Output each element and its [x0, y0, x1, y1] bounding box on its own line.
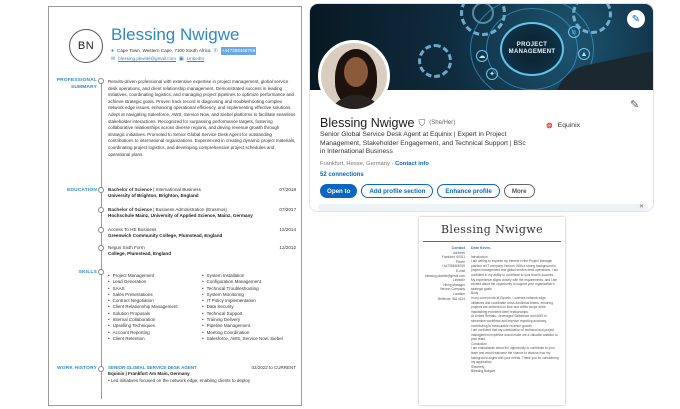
contact-line: E-mail: [455, 268, 465, 273]
skill-item: • Lead Generation: [108, 279, 202, 285]
edit-banner-icon[interactable]: ✎: [627, 10, 645, 28]
add-profile-section-button[interactable]: Add profile section: [361, 184, 433, 198]
skill-item: • Training Delivery: [202, 317, 296, 323]
edit-intro-pencil-icon[interactable]: ✎: [630, 99, 640, 111]
letter-paragraph: Blessing Nwigwe: [471, 369, 496, 374]
section-label-skills: SKILLS: [78, 270, 97, 275]
bulb-icon: ✦: [486, 68, 498, 80]
letter-paragraph: In my current role at Equinix, I oversee network edge initiatives and coordinate cross-functional teams, ensuring projects are delivered on time and within scope while maintaining excellent client relationships.: [471, 295, 553, 314]
enhance-profile-button[interactable]: Enhance profile: [437, 184, 499, 198]
salutation: Dear Kevin,: [471, 246, 491, 250]
skill-item: • System Installation: [202, 273, 296, 279]
profile-name-row: [320, 116, 455, 130]
pronouns: (She/Her): [429, 120, 456, 126]
skill-item: • Configuration Management: [202, 279, 296, 285]
skill-item: • Meeting Coordination: [202, 330, 296, 336]
contact-line: LinkedIn: [452, 278, 465, 283]
skill-item: • Account Reporting: [108, 330, 202, 336]
work-entry: SENIOR GLOBAL SERVICE DESK AGENT 02/2022 to CURRENT Equinix | Frankfurt Am Main, Germany • Led initiatives focused on the network edge, enabling clients to deploy: [108, 365, 296, 383]
skill-item: • Technical Support: [202, 311, 296, 317]
resume-linkedin-link[interactable]: LinkedIn: [186, 56, 205, 61]
linkedin-icon: ▣: [178, 56, 184, 62]
resume-document: [48, 6, 302, 406]
skill-item: • System Monitoring: [202, 292, 296, 298]
chart-icon: ▲: [578, 48, 590, 60]
skill-item: • Sales Presentations: [108, 292, 202, 298]
skill-item: • Project Management: [108, 273, 202, 279]
profile-headline: Senior Global Service Desk Agent at Equinix | Expert in Project Management, Stakeholder Engagement, and Technical Support | BSc in International Business: [320, 131, 526, 156]
resume-name: Blessing Nwigwe: [111, 25, 240, 44]
education-entry: Bachelor of Science | Business Administration (Erasmus) 07/2017 Hochschule Mainz, University of Applied Science, Mainz, Germany: [108, 207, 296, 219]
skill-item: • Upselling Techniques: [108, 323, 202, 329]
resume-contact: [111, 47, 256, 63]
project-management-badge: PROJECT MANAGEMENT: [500, 22, 564, 76]
profile-name: Blessing Nwigwe: [320, 116, 415, 130]
education-entry: Negus Sixth Form 12/2012 College, Plumstead, England: [108, 245, 296, 257]
resume-email-link[interactable]: blessing.pkwitel@gmail.com: [118, 56, 176, 61]
timeline-dot: [98, 78, 104, 84]
skill-item: • Internal Collaboration: [108, 317, 202, 323]
connections-link[interactable]: 52 connections: [320, 172, 364, 178]
timeline-dot: [98, 366, 104, 372]
skill-item: • Salesforce, AWS, Service Now, Siebel: [202, 336, 296, 342]
skill-item: • IT Policy Implementation: [202, 298, 296, 304]
education-entry: Access To HE Business 12/2014 Greenwich Community College, Plumstead, England: [108, 227, 296, 239]
current-company[interactable]: [546, 121, 580, 130]
skill-item: • Solution Proposals: [108, 311, 202, 317]
skill-item: • Data Security: [202, 304, 296, 310]
close-icon[interactable]: ✕: [638, 204, 644, 210]
profile-location: Frankfurt, Hesse, Germany: [320, 161, 390, 167]
education-entry: Bachelor of Science | International Business 07/2018 University of Brighton, Brighton, England: [108, 187, 296, 199]
section-label-work: WORK HISTORY: [57, 366, 97, 371]
cover-letter-document: [419, 217, 565, 405]
more-button[interactable]: More: [504, 184, 535, 198]
timeline-dot: [98, 245, 104, 251]
contact-line: Frankfurt, 60311: [441, 255, 465, 260]
phone-icon: ✆: [213, 48, 218, 54]
contact-line: Bellevue, WA 4124: [438, 296, 465, 301]
divider: [423, 241, 561, 242]
contact-line: Location: [452, 291, 465, 296]
summary-text: Results-driven professional with extensive expertise in project management, global service desk operations, and client relationship management. Demonstrated success in leading initiatives, coordinating logistics, and managing project pipelines to optimize performance and achieve strategic goals. Proven track record in diagnosing and troubleshooting complex network edge issues, enhancing operational efficiency, and implementing effective solutions. Adept at navigating Salesforce, AWS, Service Now, and Siebel platforms to facilitate seamless stakeholder interactions. Recognized for surpassing performance targets, fostering collaborative relationships across diverse regions, and driving revenue growth through strategic initiatives. Promoted to Senior Global Service Desk Agent for outstanding contributions to international organizations. Experienced in creating dynamic project materials, coordinating project logistics, and developing comprehensive project schedules and operational plans.: [108, 79, 296, 157]
skill-item: • Client Retention: [108, 336, 202, 342]
skill-item: • Technical Troubleshooting: [202, 286, 296, 292]
gear-icon: [418, 44, 452, 78]
company-name: Equinix: [557, 122, 580, 129]
contact-line: Address: [453, 250, 465, 255]
location-pin-icon: ●: [111, 48, 115, 54]
open-to-work-banner: [318, 204, 648, 211]
skill-item: • Pipeline Management: [202, 323, 296, 329]
resume-monogram: BN: [69, 29, 103, 63]
contact-info-link[interactable]: Contact info: [395, 161, 429, 167]
letter-paragraph: I am confident that my combination of technical and project management expertise would make me a valuable addition to your team.: [471, 328, 558, 342]
skill-item: • Client Relationship Management: [108, 304, 202, 310]
equinix-logo-icon: ⊜: [546, 121, 553, 130]
people-icon: ☺: [568, 26, 580, 38]
verified-shield-icon[interactable]: ⛉: [418, 117, 426, 128]
contact-heading: Contact: [451, 246, 465, 250]
resume-location: Cape Town, Western Cape, 7100 South Africa: [117, 48, 211, 53]
skills-column-right: [202, 273, 296, 342]
contact-line: Verizon Company: [439, 287, 465, 292]
skills-list: [108, 273, 296, 342]
section-label-education: EDUCATION: [67, 188, 97, 193]
cover-letter-name: Blessing Nwigwe: [440, 223, 544, 236]
letter-paragraph: I am writing to express my interest in the Project Manager position at IT company Verizon. With a strong background in project management and global service desk operations, I am confident in my ability to contribute to your team's success. My experience aligns closely with the requirements, and I am excited about the opportunity to support your organization's strategic goals.: [471, 259, 558, 291]
cover-letter-contact: [425, 246, 465, 301]
contact-line: Phone: [455, 259, 465, 264]
skill-item: • SAAS: [108, 286, 202, 292]
contact-line: blessing.pkwitel@gmail.com: [425, 273, 466, 278]
letter-paragraph: Introduction: [471, 254, 488, 259]
timeline-dot: [98, 187, 104, 193]
open-to-button[interactable]: Open to: [320, 184, 357, 198]
letter-paragraph: Sincerely,: [471, 364, 485, 369]
timeline-dot: [98, 207, 104, 213]
timeline-dot: [98, 227, 104, 233]
profile-photo[interactable]: [318, 40, 390, 112]
timeline-dot: [98, 269, 104, 275]
letter-paragraph: I am enthusiastic about the opportunity to contribute to your team and would welcome the chance to discuss how my background aligns with your needs. Thank you for considering my application.: [471, 346, 559, 365]
email-icon: ✉: [111, 56, 116, 62]
profile-location-row: Frankfurt, Hesse, Germany · Contact info: [320, 161, 429, 167]
contact-line: Hiring Manager: [443, 282, 465, 287]
linkedin-profile-card: [310, 4, 653, 211]
resume-phone: +447358468769: [221, 48, 256, 53]
letter-paragraph: At United Rentals, I leveraged Salesforce and AWS to streamline workflows and improve reporting accuracy, contributing to measurable revenue growth.: [471, 314, 547, 328]
skill-item: • Contract Negotiation: [108, 298, 202, 304]
contact-line: +447358468769: [441, 264, 465, 269]
profile-actions: [320, 184, 535, 198]
section-label-summary: PROFESSIONAL SUMMARY: [56, 78, 97, 90]
cloud-icon: ☁: [476, 50, 488, 62]
cover-letter-body: [471, 246, 559, 374]
letter-paragraph: Conclusion: [471, 341, 487, 346]
skills-column-left: [108, 273, 202, 342]
letter-paragraph: Body: [471, 291, 479, 296]
timeline-rule: [101, 79, 102, 399]
